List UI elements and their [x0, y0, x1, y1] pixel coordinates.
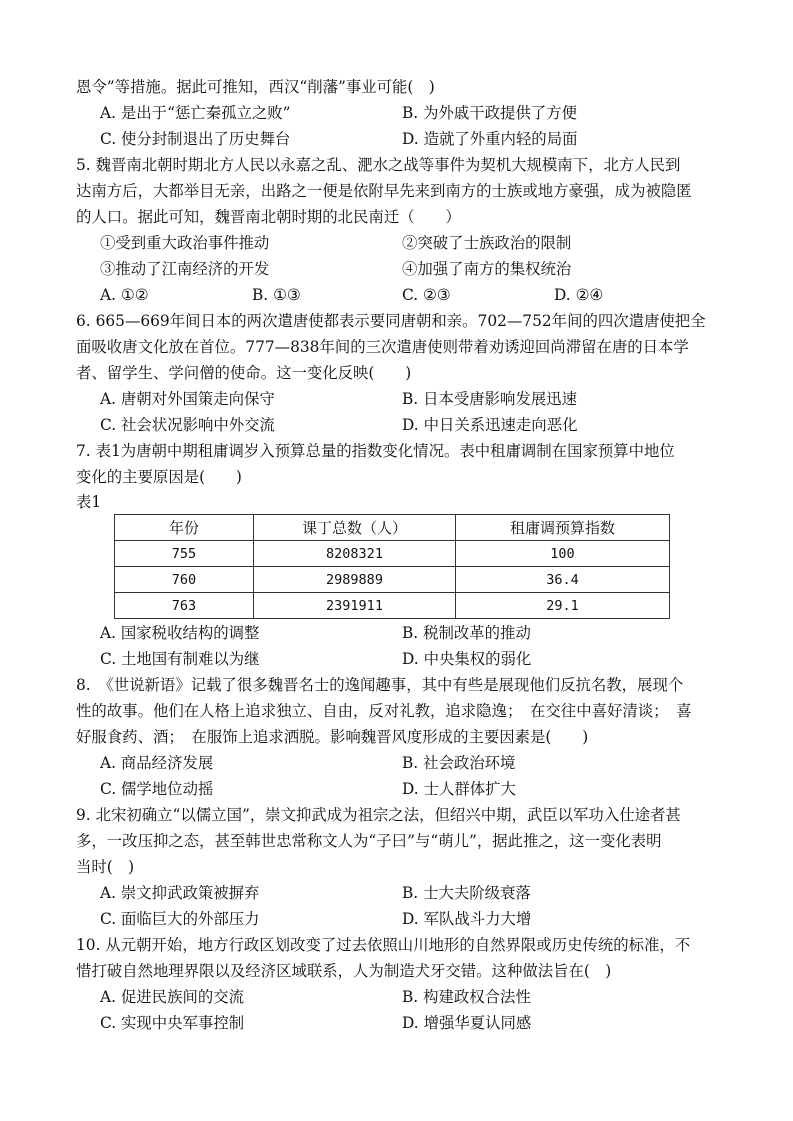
q5-stem-line-2: 达南方后，大都举目无亲，出路之一便是依附早先来到南方的士族或地方豪强，成为被隐匿: [76, 182, 692, 200]
q10-option-a: A. 促进民族间的交流: [100, 988, 245, 1006]
q7-option-b: B. 税制改革的推动: [402, 624, 531, 642]
q4-option-d: D. 造就了外重内轻的局面: [402, 130, 578, 148]
q8-option-c: C. 儒学地位动摇: [100, 780, 214, 798]
q8-stem-line-1: 8. 《世说新语》记载了很多魏晋名士的逸闻趣事，其中有些是展现他们反抗名教，展现个: [76, 676, 684, 694]
q5-option-a: A. ①②: [100, 286, 149, 304]
q4-stem-tail: 恩令”等措施。据此可推知，西汉“削藩”事业可能( ): [76, 78, 435, 96]
q6-option-b: B. 日本受唐影响发展迅速: [402, 390, 578, 408]
q4-option-c: C. 使分封制退出了历史舞台: [100, 130, 291, 148]
table-header-cell: 课丁总数（人）: [254, 515, 456, 541]
table-row: [115, 593, 670, 619]
q4-option-b: B. 为外戚干政提供了方便: [402, 104, 578, 122]
q5-statement-1: ①受到重大政治事件推动: [100, 234, 270, 252]
q8-stem-line-2: 性的故事。他们在人格上追求独立、自由，反对礼教，追求隐逸； 在交往中喜好清谈； 喜: [76, 702, 692, 720]
table-cell: 755: [115, 541, 254, 567]
q5-statement-2: ②突破了士族政治的限制: [402, 234, 572, 252]
table-cell: 8208321: [254, 541, 456, 567]
table-header-cell: 租庸调预算指数: [456, 515, 670, 541]
q6-stem-line-3: 者、留学生、学问僧的使命。这一变化反映( ): [76, 364, 412, 382]
q6-stem-line-1: 6. 665—669年间日本的两次遣唐使都表示要同唐朝和亲。702—752年间的四次遣唐使把全: [76, 312, 706, 330]
table-header-cell: 年份: [115, 515, 254, 541]
table-cell: 29.1: [456, 593, 670, 619]
q8-option-a: A. 商品经济发展: [100, 754, 214, 772]
q6-option-a: A. 唐朝对外国策走向保守: [100, 390, 275, 408]
q10-option-d: D. 增强华夏认同感: [402, 1014, 532, 1032]
table-cell: 2989889: [254, 567, 456, 593]
q6-stem-line-2: 面吸收唐文化放在首位。777—838年间的三次遣唐使则带着劝诱迎回尚滞留在唐的日本学: [76, 338, 689, 356]
table-cell: 2391911: [254, 593, 456, 619]
table-cell: 36.4: [456, 567, 670, 593]
table-header-row: [115, 515, 670, 541]
q7-stem-line-2: 变化的主要原因是( ): [76, 468, 242, 486]
table-caption: 表1: [76, 493, 102, 511]
data-table: [114, 514, 670, 619]
q5-option-c: C. ②③: [402, 286, 451, 304]
q7-option-a: A. 国家税收结构的调整: [100, 624, 260, 642]
q5-statement-4: ④加强了南方的集权统治: [402, 260, 572, 278]
q5-option-b: B. ①③: [252, 286, 301, 304]
q9-option-d: D. 军队战斗力大增: [402, 910, 532, 928]
q5-stem-line-3: 的人口。据此可知，魏晋南北朝时期的北民南迁（ ）: [76, 208, 461, 226]
q10-stem-line-2: 惜打破自然地理界限以及经济区域联系，人为制造犬牙交错。这种做法旨在( ): [76, 962, 612, 980]
table-row: [115, 567, 670, 593]
table-cell: 760: [115, 567, 254, 593]
q9-option-b: B. 士大夫阶级衰落: [402, 884, 531, 902]
table-cell: 763: [115, 593, 254, 619]
q9-option-c: C. 面临巨大的外部压力: [100, 910, 260, 928]
q7-option-c: C. 土地国有制难以为继: [100, 650, 260, 668]
q10-option-b: B. 构建政权合法性: [402, 988, 531, 1006]
q5-option-d: D. ②④: [554, 286, 604, 304]
q7-option-d: D. 中央集权的弱化: [402, 650, 532, 668]
q6-option-c: C. 社会状况影响中外交流: [100, 416, 275, 434]
q6-option-d: D. 中日关系迅速走向恶化: [402, 416, 578, 434]
q10-stem-line-1: 10. 从元朝开始，地方行政区划改变了过去依照山川地形的自然界限或历史传统的标准，不: [76, 936, 691, 954]
q5-stem-line-1: 5. 魏晋南北朝时期北方人民以永嘉之乱、淝水之战等事件为契机大规模南下，北方人民到: [76, 156, 681, 174]
q8-option-b: B. 社会政治环境: [402, 754, 516, 772]
q9-stem-line-1: 9. 北宋初确立“以儒立国”，崇文抑武成为祖宗之法，但绍兴中期，武臣以军功入仕途者甚: [76, 806, 681, 824]
q5-statement-3: ③推动了江南经济的开发: [100, 260, 270, 278]
table-row: [115, 541, 670, 567]
table-cell: 100: [456, 541, 670, 567]
q8-stem-line-3: 好服食药、酒； 在服饰上追求洒脱。影响魏晋风度形成的主要因素是( ): [76, 728, 589, 746]
q9-stem-line-2: 多，一改压抑之态，甚至韩世忠常称文人为“子曰”与“萌儿”，据此推之，这一变化表明: [76, 832, 662, 850]
q7-stem-line-1: 7. 表1为唐朝中期租庸调岁入预算总量的指数变化情况。表中租庸调制在国家预算中地位: [76, 442, 675, 460]
q8-option-d: D. 士人群体扩大: [402, 780, 516, 798]
q9-stem-line-3: 当时( ): [76, 858, 135, 876]
q4-option-a: A. 是出于“惩亡秦孤立之败”: [100, 104, 291, 122]
q10-option-c: C. 实现中央军事控制: [100, 1014, 245, 1032]
q9-option-a: A. 崇文抑武政策被摒弃: [100, 884, 260, 902]
